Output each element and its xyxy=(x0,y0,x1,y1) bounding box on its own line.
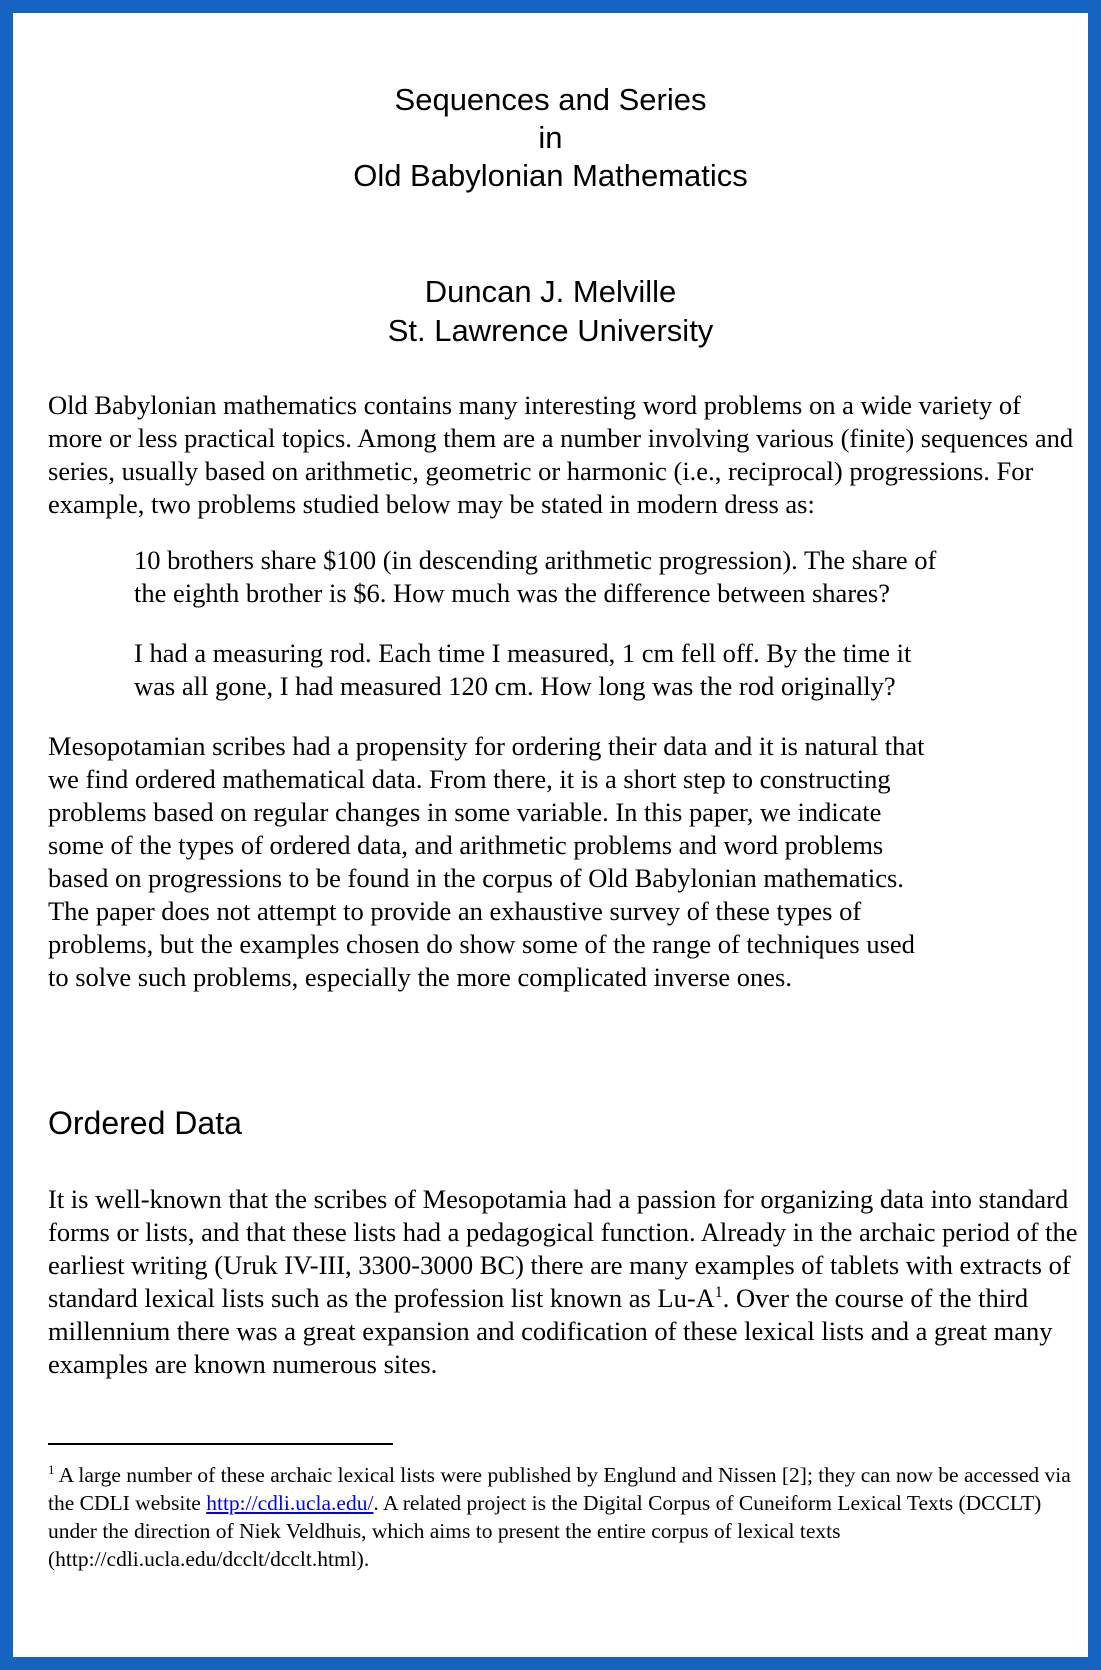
title-line-1: Sequences and Series xyxy=(394,82,707,117)
ordered-data-paragraph xyxy=(48,1183,1078,1381)
scope-paragraph: Mesopotamian scribes had a propensity for ordering their data and it is natural that we find ordered mathematical data. From there, it is a short step to constructing problems based on regular changes in some variable. In this paper, we indicate some of the types of ordered data, and arithmetic problems and word problems based on progressions to be found in the corpus of Old Babylonian mathematics. The paper does not attempt to provide an exhaustive survey of these types of problems, but the examples chosen do show some of the range of techniques used to solve such problems, especially the more complicated inverse ones. xyxy=(48,731,925,992)
author-block xyxy=(13,272,1088,350)
footnote-number: 1 xyxy=(48,1462,55,1477)
footnote-text-end: . A related project is the Digital Corpus of Cuneiform Lexical Texts (DCCLT) under the direction of Niek Veldhuis, which aims to present the entire corpus of lexical texts (http://cdli.ucla.edu/dcclt/dcclt.html). xyxy=(48,1491,1042,1571)
document-page xyxy=(13,13,1088,1657)
paper-title xyxy=(13,81,1088,195)
ordered-data-text-start: It is well-known that the scribes of Mesopotamia had a passion for organizing data into standard forms or lists, and that these lists had a pedagogical function. Already in the archaic period of the earliest writing (Uruk IV-III, 3300-3000 BC) there are many examples of tablets with extracts of standard lexical lists such as the profession list known as Lu-A xyxy=(48,1184,1078,1313)
footnote-reference[interactable]: 1 xyxy=(714,1284,723,1302)
intro-paragraph: Old Babylonian mathematics contains many interesting word problems on a wide variety of more or less practical topics. Among them are a number involving various (finite) sequences and series, usually based on arithmetic, geometric or harmonic (i.e., reciprocal) progressions. For example, two problems studied below may be stated in modern dress as: xyxy=(48,390,1074,519)
author-affiliation: St. Lawrence University xyxy=(387,313,714,348)
example-problem-rod: I had a measuring rod. Each time I measured, 1 cm fell off. By the time it was all gone, I had measured 120 cm. How long was the rod originally? xyxy=(134,638,912,701)
author-name: Duncan J. Melville xyxy=(424,274,677,309)
footnote-separator xyxy=(48,1443,393,1445)
footnote-1 xyxy=(48,1461,1078,1573)
example-problem-brothers: 10 brothers share $100 (in descending arithmetic progression). The share of the eighth brother is $6. How much was the difference between shares? xyxy=(134,545,937,608)
footnote-text-start: A large number of these archaic lexical lists were published by Englund and Nissen [2]; they can now be accessed via the CDLI website xyxy=(48,1463,1071,1515)
cdli-link[interactable]: http://cdli.ucla.edu/ xyxy=(206,1491,374,1515)
title-line-3: Old Babylonian Mathematics xyxy=(353,158,748,193)
section-heading-ordered-data: Ordered Data xyxy=(48,1105,242,1141)
title-line-2: in xyxy=(538,120,563,155)
ordered-data-text-end: . Over the course of the third millennium there was a great expansion and codification of these lexical lists and a great many examples are known numerous sites. xyxy=(48,1283,1053,1379)
